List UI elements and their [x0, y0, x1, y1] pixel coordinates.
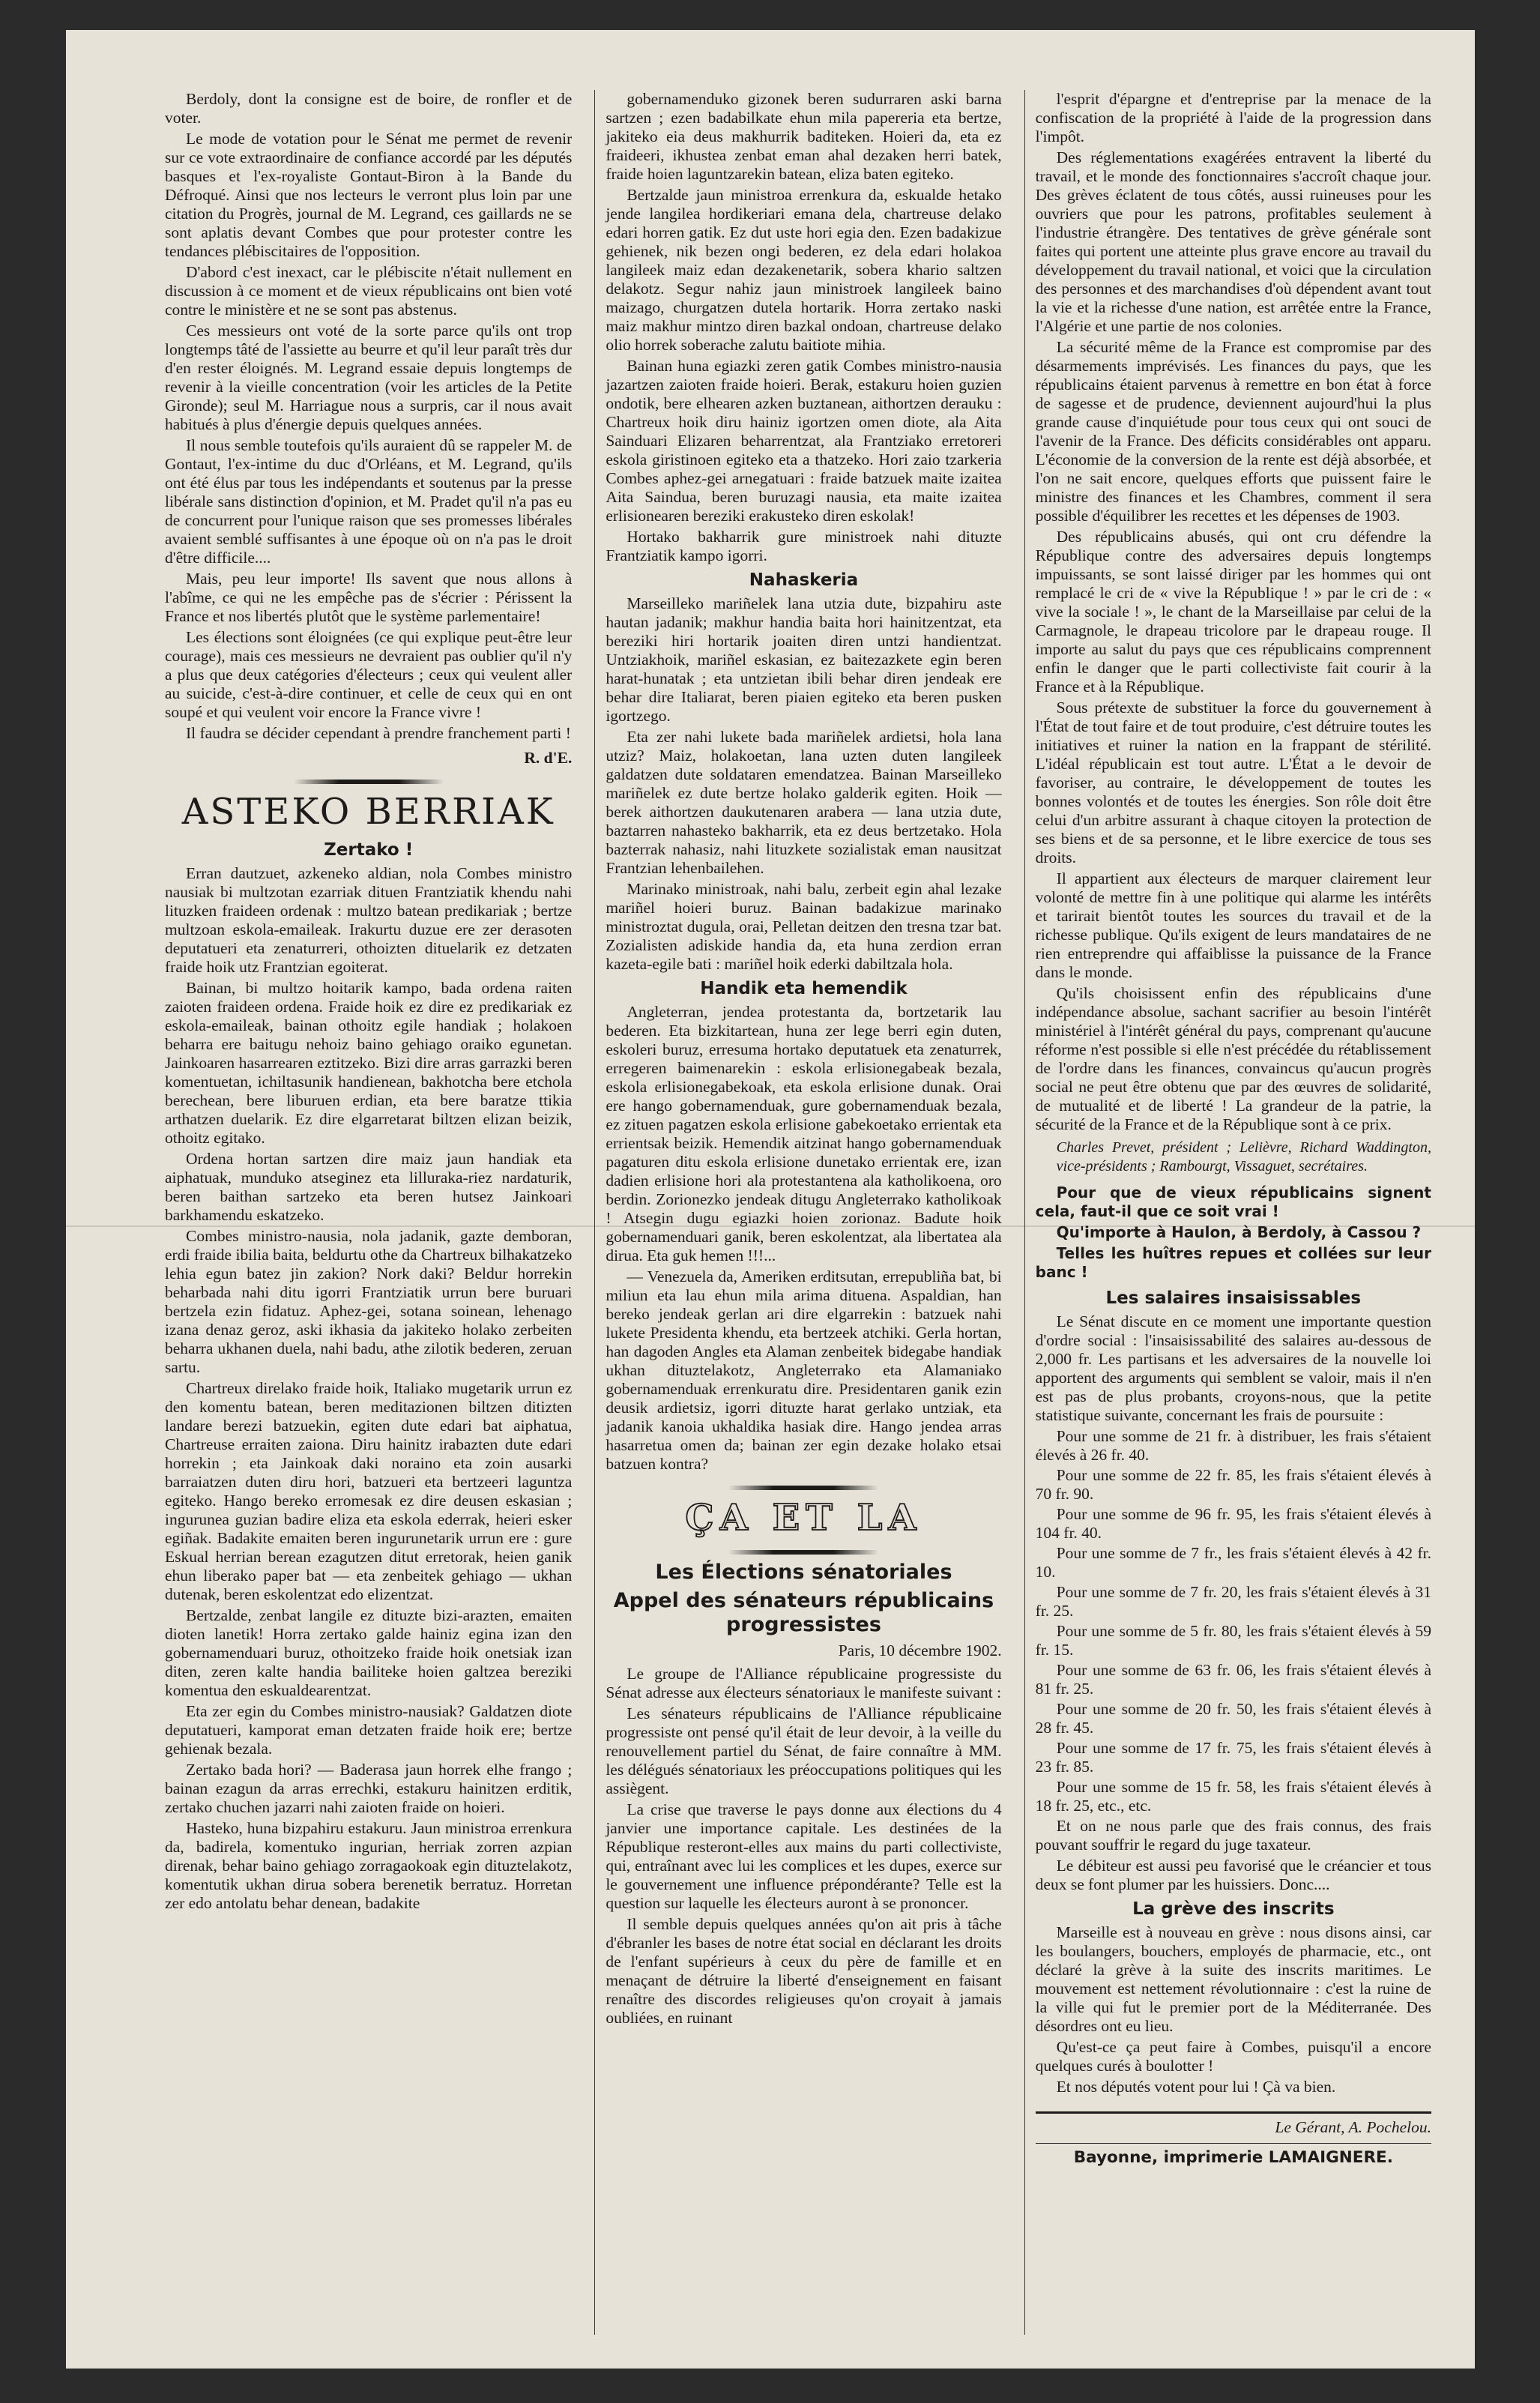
paragraph: Hortako bakharrik gure ministroek nahi dituzte Frantziatik kampo igorri. — [606, 528, 1002, 564]
masthead-ca-et-la: ÇA ET LA — [685, 1497, 923, 1539]
signature: R. d'E. — [524, 749, 573, 767]
salaires-intro: Le Sénat discute en ce moment une importante question d'ordre social : l'insaisissabilité des salaires au-dessous de 2,000 fr. Les partisans et les adversaires de la nouvelle loi apportent des arguments qui semblent se valoir, mais il n'en est pas de plus probants, croyons-nous, que la petite statistique suivante, concernant les frais de poursuite : — [1035, 1312, 1431, 1424]
frais-line: Pour une somme de 5 fr. 80, les frais s'étaient élevés à 59 fr. 15. — [1035, 1622, 1431, 1659]
ornament-rule-2 — [728, 1486, 878, 1490]
paragraph: Marseille est à nouveau en grève : nous disons ainsi, car les boulangers, bouchers, employés de pharmacie, etc., ont déclaré la grève à la suite des inscrits maritimes. Le mouvement est nettement révolutionnaire : c'est la ruine de la ville qui fut le premier port de la Méditerranée. Des désordres ont eu lieu. — [1035, 1923, 1431, 2035]
paragraph: Il semble depuis quelques années qu'on ait pris à tâche d'ébranler les bases de notre état social en déclarant les droits de l'enfant supérieurs à ceux du père de famille et en menaçant de détruire la liberté d'enseignement en faisant renaître des discordes religieuses qu'on croyait à jamais oubliées, en ruinant — [606, 1915, 1002, 2027]
paragraph: Sous prétexte de substituer la force du gouvernement à l'État de tout faire et de tout produire, c'est détruire toutes les initiatives et ruiner la nation en la frappant de stérilité. L'idéal républicain est tout autre. L'État a le devoir de favoriser, au contraire, le développement de toutes les bonnes volontés et de toutes les énergies. Son rôle doit être celui d'un arbitre assurant à chaque citoyen la protection de ses biens et de sa personne, et le libre exercice de tous ses droits. — [1035, 699, 1431, 866]
paragraph: Zertako bada hori? — Baderasa jaun horrek elhe frango ; bainan ezagun da arras errechki, estakuru hainitzen erditik, zertako chuchen jazarri nahi zaioten fraide on hoieri. — [165, 1761, 573, 1816]
gerant: Le Gérant, A. Pochelou. — [1036, 2111, 1431, 2137]
salaires-end — [1036, 1817, 1431, 1894]
col2-appel-text — [606, 1665, 1001, 2027]
paragraph: D'abord c'est inexact, car le plébiscite n'était nullement en discussion à ce moment et de vieux républicains ont bien voté contre le ministère et ne se sont pas abstenus. — [165, 263, 573, 319]
paragraph: Des républicains abusés, qui ont cru défendre la République contre des adversaires depuis longtemps impuissants, se sont laissé diriger par les hommes qui ont remplacé le cri de « vive la République ! » par le cri de : « vive la sociale ! », le chant de la Marseillaise par celui de la Carmagnole, le drapeau tricolore par le drapeau rouge. Il importe au salut du pays que ces républicains comprennent enfin le danger que le parti collectiviste fait courir à la France et à la République. — [1035, 528, 1431, 696]
paragraph: Eta zer nahi lukete bada mariñelek ardietsi, hola lana utziz? Maiz, holakoetan, lana uzten duten langileek galdatzen dute soldataren emendatzea. Bainan Marseilleko mariñelek ez dute bertze holako galderik egiten. Hoik — berek aithortzen daukutenaren arabera — lana utzia dute, baztarren nahasteko bakharrik, eta ez deus bertzetako. Hola bazterrak nahasiz, nahi lituzkete sozialistak eman nausitzat Frantzian lehenbailehen. — [606, 728, 1002, 877]
imprimerie: Bayonne, imprimerie LAMAIGNERE. — [1036, 2143, 1431, 2167]
paragraph: Qu'est-ce ça peut faire à Combes, puisqu'il a encore quelques curés à boulotter ! — [1035, 2038, 1431, 2075]
paragraph: Bainan, bi multzo hoitarik kampo, bada ordena raiten zaioten fraideen ordena. Fraide hoik ez dire ez predikariak ez eskola-emaileak, bainan othoitz egile handiak ; holakoen beharra ere baitugu nehoiz baino gehiago oraiko egunetan. Jainkoaren hasarrearen eztitzeko. Bizi dire arras garrazki beren komentuetan, ichiltasunik handienean, bakhotcha bere etchola berechean, bere liburuen erdian, eta bere baratze ttikia arthatzen duelarik. Ez dire elgarretarat biltzen elizan beizik, othoitz egitako. — [165, 979, 573, 1147]
frais-line: Pour une somme de 21 fr. à distribuer, les frais s'étaient élevés à 26 fr. 40. — [1035, 1427, 1431, 1464]
question-line: Qu'importe à Haulon, à Berdoly, à Cassou ? — [1056, 1223, 1422, 1241]
paragraph: Bertzalde, zenbat langile ez dituzte bizi-arazten, emaiten dioten lanetik! Horra zertako galde hainiz egina izan den gobernamenduari buruz, othoitzeko fraide hoik onetsiak izan diten, zeren kalte handia bailiteke hoien galtzea bereziki komentua den eskualdearentzat. — [165, 1606, 573, 1699]
question-line: Pour que de vieux républicains signent cela, faut-il que ce soit vrai ! — [1035, 1184, 1431, 1220]
frais-line: Pour une somme de 7 fr., les frais s'étaient élevés à 42 fr. 10. — [1035, 1544, 1431, 1581]
paragraph: Le groupe de l'Alliance républicaine progressiste du Sénat adresse aux électeurs sénatoriaux le manifeste suivant : — [606, 1665, 1002, 1701]
subhead-salaires: Les salaires insaisissables — [1105, 1288, 1362, 1308]
paragraph: Eta zer egin du Combes ministro-nausiak? Galdatzen diote deputatueri, kamporat eman detzaten fraide hoik ere; bertze gehienak bezala. — [165, 1702, 573, 1758]
frais-line: Pour une somme de 96 fr. 95, les frais s'étaient élevés à 104 fr. 40. — [1035, 1505, 1431, 1542]
signers: Charles Prevet, président ; Lelièvre, Richard Waddington, vice-présidents ; Rambourgt, Vissaguet, secrétaires. — [1056, 1139, 1431, 1175]
paragraph: Berdoly, dont la consigne est de boire, de ronfler et de voter. — [165, 90, 573, 127]
subhead-nahaskeria: Nahaskeria — [749, 570, 859, 590]
paragraph: Hasteko, huna bizpahiru estakuru. Jaun ministroa errenkura da, badirela, komentuko ingurian, herriak zorren azpian direnak, behar baino gehiago zorragaokoak egin dituztelakotz, komentutik ukhan dirua sobera berenetik berratuz. Horretan zer edo antolatu behar denean, badakite — [165, 1819, 573, 1912]
col1-bottom-text — [165, 864, 572, 1913]
ornament-rule-3 — [728, 1550, 878, 1555]
paragraph: La sécurité même de la France est compromise par des désarmements imprévisés. Les finances du pays, que les républicains étaient parvenus à remettre en bon état à force de sagesse et de prudence, deviennent aujourd'hui la plus grande cause d'inquiétude pour tous ceux qui ont souci de l'avenir de la France. Des déficits considérables ont apparu. L'économie de la conversion de la rente est déjà absorbée, et l'on ne sait encore, quelques efforts que puissent faire le ministre des finances et les Chambres, comment il sera possible d'équilibrer les recettes et les dépenses de 1903. — [1035, 338, 1431, 525]
paragraph: Les élections sont éloignées (ce qui explique peut-être leur courage), mais ces messieurs ne devraient pas oublier qu'il n'y a plus que deux catégories d'électeurs ; ceux qui veulent aller au suicide, c'est-à-dire continuer, et celle de ceux qui en ont soupé et qui veulent voir encore la France vivre ! — [165, 628, 573, 721]
col2-mid-text — [606, 594, 1001, 974]
column-2 — [594, 90, 1001, 2335]
subhead-appel: Appel des sénateurs républicains progressistes — [613, 1589, 994, 1636]
subhead-greve: La grève des inscrits — [1132, 1899, 1335, 1919]
paragraph: Qu'ils choisissent enfin des républicains d'une indépendance absolue, sachant sacrifier au besoin l'intérêt ministériel à l'intérêt général du pays, comprenant qu'aucune réforme n'est possible si elle n'est précédée du rétablissement de l'ordre dans les finances, convaincus qu'aucun progrès social ne peut être obtenu que par des œuvres de solidarité, de mutualité et de liberté ! La grandeur de la patrie, la sécurité de la France et de la République sont à ce prix. — [1035, 984, 1431, 1133]
columns — [165, 90, 1431, 2335]
paragraph: Marinako ministroak, nahi balu, zerbeit egin ahal lezake mariñel hoieri buruz. Bainan badakizue marinako ministroztat dugula, orai, Pelletan deitzen den tresna tzar bat. Zozialisten adiskide handia da, eta huna zerdion erran kazeta-egile bati : mariñel hoik ederki dabiltzala hola. — [606, 880, 1002, 973]
col2-top-text — [606, 90, 1001, 565]
frais-line: Pour une somme de 22 fr. 85, les frais s'étaient élevés à 70 fr. 90. — [1035, 1466, 1431, 1503]
frais-line: Pour une somme de 15 fr. 58, les frais s'étaient élevés à 18 fr. 25, etc., etc. — [1035, 1778, 1431, 1815]
paragraph: Le mode de votation pour le Sénat me permet de revenir sur ce vote extraordinaire de confiance accordé par les députés basques et l'ex-royaliste Gontaut-Biron à la Bande du Défroqué. Ainsi que nos lecteurs le verront plus loin par une citation du Progrès, journal de M. Legrand, ces gaillards ne se sont aplatis devant Combes que pour protester contre les tendances plébiscitaires de l'opposition. — [165, 130, 573, 260]
question-line: Telles les huîtres repues et collées sur leur banc ! — [1035, 1244, 1431, 1281]
paragraph: Des réglementations exagérées entravent la liberté du travail, et le monde des fonctionnaires s'accroît chaque jour. Des grèves éclatent de tous côtés, aussi ruineuses pour les ouvriers que pour les patrons, profitables seulement à l'industrie étrangère. Des tentatives de grève générale sont faites qui portent une atteinte plus grave encore au travail du développement du travail national, et voici que la circulation des personnes et des marchandises d'où dépendent avant tout la vie et la richesse d'une nation, est arrêtée entre la France, l'Algérie et une partie de nos colonies. — [1035, 148, 1431, 335]
paragraph: Il appartient aux électeurs de marquer clairement leur volonté de mettre fin à une politique qui alarme les intérêts et tarirait bientôt toutes les sources du travail et de la richesse publique. Qu'ils exigent de leurs mandataires de ne rien entreprendre qui affaiblisse la puissance de la France dans le monde. — [1035, 869, 1431, 981]
newspaper-page — [66, 30, 1475, 2369]
paragraph: Marseilleko mariñelek lana utzia dute, bizpahiru aste hautan jadanik; makhur handia baita hori hainitzentzat, eta bereziki hiri hortarik joaiten diren untzi handientzat. Untziakhoik, mariñel eskasian, ez baitezazkete egin beren harat-hunatak ; eta untzietan ibili behar diren jendeak ere behar dire Italiarat, beren piaien egiteko eta beren pusken igortzego. — [606, 594, 1002, 725]
frais-line: Pour une somme de 20 fr. 50, les frais s'étaient élevés à 28 fr. 45. — [1035, 1700, 1431, 1737]
subhead-zertako: Zertako ! — [324, 840, 414, 860]
column-3 — [1024, 90, 1431, 2335]
masthead-asteko-berriak: ASTEKO BERRIAK — [181, 791, 555, 833]
paragraph: Et on ne nous parle que des frais connus, des frais pouvant souffrir le regard du juge taxateur. — [1035, 1817, 1431, 1854]
paragraph: Il nous semble toutefois qu'ils auraient dû se rappeler M. de Gontaut, l'ex-intime du duc d'Orléans, et M. Legrand, qu'ils ont été élus par tous les indépendants et soutenus par la presse libérale sans distinction d'opinion, et M. Pradet qu'il n'a pas eu de concurrent pour l'unique raison que ses promesses libérales avaient semblé suffisantes à une époque où on n'a pas le droit d'être difficile.... — [165, 436, 573, 567]
dateline: Paris, 10 décembre 1902. — [838, 1641, 1002, 1659]
paragraph: Combes ministro-nausia, nola jadanik, gazte demboran, erdi fraide ibilia baita, beldurtu othe da Chartreux bilhakatzeko lehia egun batez jin zakion? Nork daki? Beldur horrekin beharbada nahi ditu igorri Frantziatik urrun bere buruari bertzela ezin fidatuz. Aphez-gei, sotana soinean, lehenago izana denaz geroz, aski ikhasia da jakiteko holako zerbeiten beharra ukhanen duela, nahi badu, athe zilotik bederen, zeruan sartu. — [165, 1227, 573, 1376]
paragraph: Les sénateurs républicains de l'Alliance républicaine progressiste ont pensé qu'il était de leur devoir, à la veille du renouvellement partiel du Sénat, de faire connaître à MM. les délégués sénatoriaux les préoccupations politiques qui les assiègent. — [606, 1704, 1002, 1797]
paragraph: Il faudra se décider cependant à prendre franchement parti ! — [186, 724, 571, 742]
frais-list — [1036, 1427, 1431, 1815]
frais-line: Pour une somme de 17 fr. 75, les frais s'étaient élevés à 23 fr. 85. — [1035, 1739, 1431, 1776]
greve-text — [1036, 1923, 1431, 2096]
paragraph: La crise que traverse le pays donne aux élections du 4 janvier une importance capitale. Les destinées de la République resteront-elles aux mains du parti collectiviste, qui, entraînant avec lui les complices et les dupes, exerce sur le gouvernement une influence prépondérante? Telle est la question sur laquelle les électeurs auront à se prononcer. — [606, 1800, 1002, 1912]
paragraph: Ces messieurs ont voté de la sorte parce qu'ils ont trop longtemps tâté de l'assiette au beurre et qu'il leur paraît très dur d'en rester éloignés. M. Legrand essaie depuis longtemps de revenir à la vieille concentration (voir les articles de la Petite Gironde); seul M. Harriague nous a surpris, car il nous avait habitués à plus d'énergie depuis quelques années. — [165, 322, 573, 433]
ornament-rule — [294, 780, 444, 784]
paragraph: Angleterran, jendea protestanta da, bortzetarik lau bederen. Eta bizkitartean, huna zer lege berri egin duten, eskoleri buruz, erresuma hortako deputatuek eta zenaturrek, erregeren baimenarekin : eskola erlisionegabeak bezala, eskola erlisionegabekoak, eta eskola erlisione dunak. Orai ere hango gobernamenduak, gure gobernamenduak bezala, ez zituen pagatzen eskola erlisione gabekoetako errientak eta errientsak beizik. Hemendik aitzinat hango gobernamenduak pagaturen ditu eskola erlisione dunetako errientak ere, izan dadien erlisione hori ala protestantena ala katholikoena, oro berdin. Zorionezko jendeak ditugu Angleterrako katholikoak ! Atsegin dugu egiazki hoien zorionaz. Badute hoik gobernamenduari ganik, beren eskolentzat, ala libertatea ala dirua. Eta guk hemen !!!... — [606, 1003, 1002, 1264]
paragraph: Le débiteur est aussi peu favorisé que le créancier et tous deux se font plumer par les huissiers. Donc.... — [1035, 1857, 1431, 1893]
paragraph: Et nos députés votent pour lui ! Çà va bien. — [1056, 2078, 1336, 2096]
col1-top-text — [165, 90, 572, 743]
paragraph: l'esprit d'épargne et d'entreprise par la menace de la confiscation de la propriété à l'aide de la progression dans l'impôt. — [1035, 90, 1431, 145]
subhead-elections: Les Élections sénatoriales — [655, 1561, 952, 1584]
subhead-handik: Handik eta hemendik — [700, 979, 908, 998]
paragraph: — Venezuela da, Ameriken erditsutan, errepubliña bat, bi miliun eta lau ehun mila arima dituena. Aspaldian, han bereko jendeak gerlan ari dire elgarrekin : batzuek nahi lukete Presidenta khendu, eta bertzeek atchiki. Gerla hortan, han dagoden Angles eta Alaman zenbeitek bidegabe handiak ukhan dituztelakotz, Angleterrako eta Alamaniako gobernamenduak errenkuratu dire. Presidentaren ganik ezin deusik ardietsiz, igorri dituzte harat gerlako untziak, eta jadanik kanoia ukhaldika hasiak dire. Hango jendea arras hasarretua omen da; bainan zer egin dezake holako etsai batzuen kontra? — [606, 1267, 1002, 1473]
paragraph: gobernamenduko gizonek beren sudurraren aski barna sartzen ; ezen badabilkate ehun mila papereria eta bertze, jakiteko eia deus makhurrik baditeken. Hoieri da, eta ez fraideeri, ikhustea zenbat eman ahal dezaken herri batek, fraide hoien laguntzarekin batean, eliza baten egiteko. — [606, 90, 1002, 183]
paragraph: Chartreux direlako fraide hoik, Italiako mugetarik urrun ez den komentu batean, beren meditazionen biltzen ditizten landare berezi batzuekin, egiten dute edari bat aiphatua, Chartreuse erraiten zaiona. Diru hainitz irabazten dute edari horrekin ; eta Jainkoak daki noraino eta zoin ausarki barraiatzen duten diru hori, batzueri eta bertzeeri laguntza egiteko. Hango bereko erromesak ez dire deusen eskasian ; ingurunea guzian badire eliza eta eskola ederrak, heieri esker egiñak. Badakite emaiten beren ingurunetarik urrun ere : gure Eskual herrian berean ezagutzen ditut erretorak, heien ganik ehun liberako paper bat — eta zenbeitek gehiago — ukhan dutenak, beren eskolentzat edo elizentzat. — [165, 1379, 573, 1603]
frais-line: Pour une somme de 63 fr. 06, les frais s'étaient élevés à 81 fr. 25. — [1035, 1661, 1431, 1698]
questions — [1036, 1184, 1431, 1282]
paragraph: Ordena hortan sartzen dire maiz jaun handiak eta aiphatuak, munduko atseginez eta lilluraka-riez nardaturik, beren baithan sartzeko eta beren hutsez Jainkoari barkhamendu eskatzeko. — [165, 1150, 573, 1224]
paragraph: Bainan huna egiazki zeren gatik Combes ministro-nausia jazartzen zaioten fraide hoieri. Berak, estakuru hoien guzien ondotik, bere elhearen azken buztanean, aithortzen derauku : Chartreux hoik diru hainiz igortzen omen diote, ala Aita Sainduari Elizaren beharrentzat, ala Frantziako erretoreri eskola giristinoen egiteko eta a thatzeko. Hori zaio tzarkeria Combes aphez-gei arnegatuari : fraide batzuek maite izaitea Aita Saindua, beren buruzagi nausia, eta maite izaitea erlisionearen bereziki erakusteko diren eskolak! — [606, 357, 1002, 525]
column-1 — [165, 90, 572, 2335]
frais-line: Pour une somme de 7 fr. 20, les frais s'étaient élevés à 31 fr. 25. — [1035, 1583, 1431, 1620]
paragraph: Erran dautzuet, azkeneko aldian, nola Combes ministro nausiak bi multzotan ezarriak dituen Frantziatik khendu nahi lituzken fraideen ordenak : multzo batean predikariak ; bertze multzoan eskola-emaileak. Irakurtu duzue ere zer derasoten deputatueri eta zenaturreri, othoizten dituelarik ez detzaten fraide hoik utz Frantzian egoiterat. — [165, 864, 573, 976]
paragraph: Bertzalde jaun ministroa errenkura da, eskualde hetako jende langilea hordikeriari emana dela, chartreuse delako edari horren gatik. Ez dut uste hori egia den. Ezen badakizue gehienek, nik bezen ongi bederen, ez dela edari holakoa langileek maiz edan dezakenetarik, sobera khario saltzen delakotz. Segur nahiz jaun ministroek langileek baino maizago, churgatzen dutela hortarik. Horra zertako naski maiz makhur mintzo diren bazkal ondoan, chartreuse delako olio horrek soberache zalutu baitiote mihia. — [606, 186, 1002, 354]
col2-bottom-text — [606, 1003, 1001, 1474]
paragraph: Mais, peu leur importe! Ils savent que nous allons à l'abîme, ce qui ne les empêche pas de s'écrier : Périssent la France et nos libertés plutôt que le système parlementaire! — [165, 570, 573, 625]
col3-top-text — [1036, 90, 1431, 1134]
